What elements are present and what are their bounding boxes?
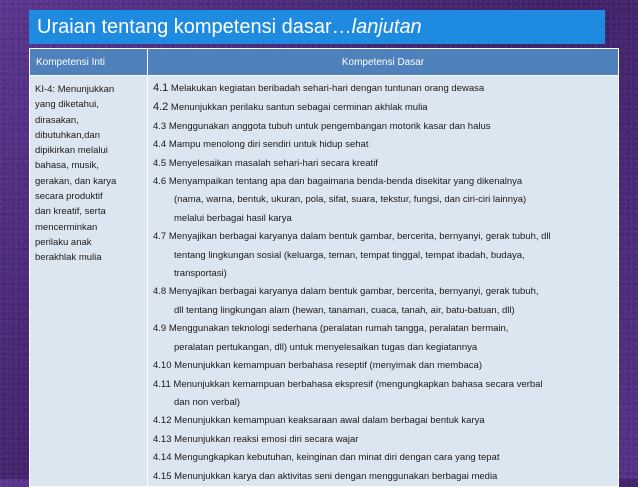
kd-text-line xyxy=(153,302,615,320)
kd-text: 4.11 Menunjukkan kemampuan berbahasa ekspresif (mengungkapkan bahasa secara verbal xyxy=(153,378,543,390)
kd-text-line xyxy=(153,265,615,283)
kd-text-line xyxy=(153,155,615,173)
kd-text-line xyxy=(153,118,615,136)
kd-text: melalui berbagai hasil karya xyxy=(174,212,292,224)
kd-text: 4.9 Menggunakan teknologi sederhana (peralatan rumah tangga, peralatan bermain, xyxy=(153,323,509,335)
ki-text-line: dirasakan, xyxy=(35,114,79,126)
kompetensi-inti-cell xyxy=(30,76,148,487)
header-kompetensi-dasar: Kompetensi Dasar xyxy=(148,49,619,76)
kd-number: 4.2 xyxy=(153,101,169,114)
kompetensi-dasar-cell xyxy=(148,76,619,487)
table-header-row xyxy=(30,49,619,76)
kd-text-line xyxy=(153,173,615,191)
kd-text-line xyxy=(153,98,615,117)
kd-text-line xyxy=(153,357,615,375)
kd-text-line xyxy=(153,376,615,394)
kd-text-line xyxy=(153,136,615,154)
header-kompetensi-inti: Kompetensi Inti xyxy=(30,49,148,76)
kd-text: 4.10 Menunjukkan kemampuan berbahasa reseptif (menyimak dan membaca) xyxy=(153,360,482,372)
kd-text-line xyxy=(153,283,615,301)
kd-text-line xyxy=(153,247,615,265)
kd-text-line xyxy=(153,320,615,338)
competency-table xyxy=(29,48,619,487)
kd-text-line xyxy=(153,228,615,246)
kd-text-line xyxy=(153,468,615,486)
kd-text: 4.8 Menyajikan berbagai karyanya dalam bentuk gambar, bercerita, bernyanyi, gerak tubuh, xyxy=(153,286,539,298)
kd-text-line xyxy=(153,79,615,98)
kd-text: 4.12 Menunjukkan kemampuan keaksaraan awal dalam berbagai bentuk karya xyxy=(153,415,485,427)
kd-text-line xyxy=(153,339,615,357)
slide-title xyxy=(29,10,605,44)
slide-title-italic: lanjutan xyxy=(351,16,422,38)
kd-text: dan non verbal) xyxy=(174,396,241,408)
ki-text-line: gerakan, dan karya xyxy=(35,175,117,187)
kd-text: transportasi) xyxy=(174,268,227,280)
kd-number: 4.1 xyxy=(153,82,169,94)
kd-text: 4.3 Menggunakan anggota tubuh untuk pengembangan motorik kasar dan halus xyxy=(153,120,491,132)
kd-text-line xyxy=(153,210,615,228)
kd-text-line xyxy=(153,394,615,412)
kd-text: 4.15 Menunjukkan karya dan aktivitas seni dengan menggunakan berbagai media xyxy=(153,470,498,482)
kd-text: 4.4 Mampu menolong diri sendiri untuk hidup sehat xyxy=(153,139,369,151)
kd-text: 4.6 Menyampaikan tentang apa dan bagaimana benda-benda disekitar yang dikenalnya xyxy=(153,176,523,188)
slide-title-main: Uraian tentang kompetensi dasar… xyxy=(37,16,352,38)
kd-text: 4.14 Mengungkapkan kebutuhan, keinginan dan minat diri dengan cara yang tepat xyxy=(153,452,500,464)
kd-text-line xyxy=(153,191,615,209)
kd-text: 4.5 Menyelesaikan masalah sehari-hari secara kreatif xyxy=(153,157,378,169)
ki-text-line: berakhlak mulia xyxy=(35,252,102,264)
kd-text: Menunjukkan perilaku santun sebagai cerminan akhlak mulia xyxy=(168,102,428,114)
kd-text: dll tentang lingkungan alam (hewan, tanaman, cuaca, tanah, air, batu-batuan, dll) xyxy=(174,304,515,316)
ki-text-line: KI-4: Menunjukkan xyxy=(35,84,115,95)
kd-text: Melakukan kegiatan beribadah sehari-hari dengan tuntunan orang dewasa xyxy=(168,83,485,94)
ki-text-line: mencerminkan xyxy=(35,221,98,233)
ki-text-line: bahasa, musik, xyxy=(35,160,99,172)
kd-text-line xyxy=(153,412,615,430)
kd-text-line xyxy=(153,449,615,467)
ki-text-line: dibutuhkan,dan xyxy=(35,129,100,141)
ki-text-line: secara produktif xyxy=(35,191,103,203)
kd-text: 4.7 Menyajikan berbagai karyanya dalam bentuk gambar, bercerita, bernyanyi, gerak tubuh, dll xyxy=(153,231,551,243)
table-row xyxy=(30,76,619,487)
kd-text: tentang lingkungan sosial (keluarga, teman, tempat tinggal, tempat ibadah, budaya, xyxy=(174,249,525,261)
ki-text-line: dipikirkan melalui xyxy=(35,145,108,157)
kd-text-line xyxy=(153,431,615,449)
kd-text: peralatan pertukangan, dll) untuk menyelesaikan tugas dan kegiatannya xyxy=(174,341,478,353)
ki-text-line: yang diketahui, xyxy=(35,99,99,111)
kd-text: (nama, warna, bentuk, ukuran, pola, sifat, suara, tekstur, fungsi, dan ciri-ciri lainnya) xyxy=(174,194,527,206)
kd-text: 4.13 Menunjukkan reaksi emosi diri secara wajar xyxy=(153,433,359,445)
ki-text-line: perilaku anak xyxy=(35,236,92,248)
ki-text-line: dan kreatif, serta xyxy=(35,206,106,218)
